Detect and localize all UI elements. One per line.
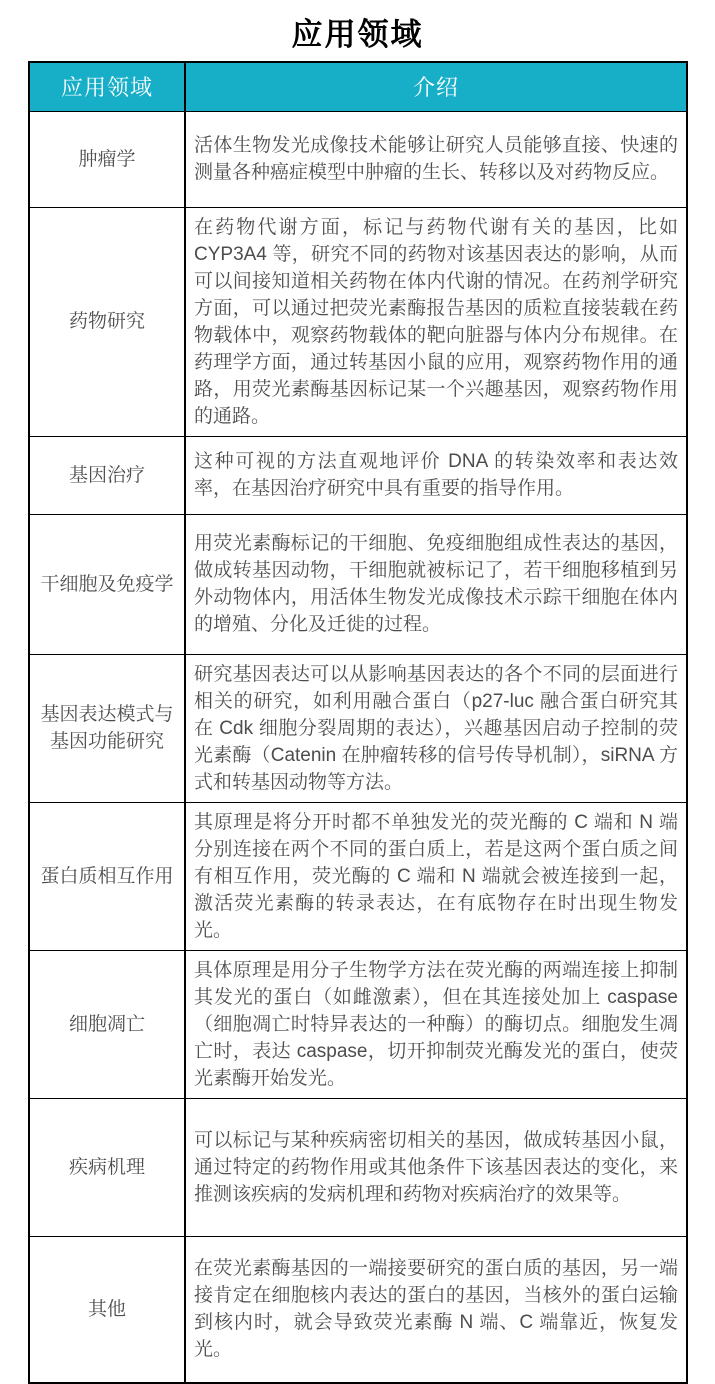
application-field-cell: 蛋白质相互作用	[29, 802, 185, 950]
table-body	[29, 111, 687, 1383]
description-cell: 用荧光素酶标记的干细胞、免疫细胞组成性表达的基因，做成转基因动物，干细胞就被标记了，若干细胞移植到另外动物体内，用活体生物发光成像技术示踪干细胞在体内的增殖、分化及迁徙的过程。	[185, 514, 687, 654]
description-cell: 其原理是将分开时都不单独发光的荧光酶的 C 端和 N 端分别连接在两个不同的蛋白质上，若是这两个蛋白质之间有相互作用，荧光酶的 C 端和 N 端就会被连接到一起，激活荧光素酶的转录表达，在有底物存在时出现生物发光。	[185, 802, 687, 950]
header-row	[29, 62, 687, 111]
table-row	[29, 207, 687, 436]
description-cell: 在荧光素酶基因的一端接要研究的蛋白质的基因，另一端接肯定在细胞核内表达的蛋白的基因，当核外的蛋白运输到核内时，就会导致荧光素酶 N 端、C 端靠近，恢复发光。	[185, 1236, 687, 1383]
table-row	[29, 111, 687, 207]
description-cell: 这种可视的方法直观地评价 DNA 的转染效率和表达效率，在基因治疗研究中具有重要的指导作用。	[185, 436, 687, 514]
description-cell: 研究基因表达可以从影响基因表达的各个不同的层面进行相关的研究，如利用融合蛋白（p27-luc 融合蛋白研究其在 Cdk 细胞分裂周期的表达），兴趣基因启动子控制的荧光素酶（Catenin 在肿瘤转移的信号传导机制），siRNA 方式和转基因动物等方法。	[185, 654, 687, 802]
application-field-cell: 基因治疗	[29, 436, 185, 514]
application-field-cell: 基因表达模式与基因功能研究	[29, 654, 185, 802]
page-title: 应用领域	[291, 17, 424, 52]
application-field-cell: 细胞凋亡	[29, 950, 185, 1098]
table-row	[29, 514, 687, 654]
application-field-cell: 肿瘤学	[29, 111, 185, 207]
description-cell: 可以标记与某种疾病密切相关的基因，做成转基因小鼠，通过特定的药物作用或其他条件下该基因表达的变化，来推测该疾病的发病机理和药物对疾病治疗的效果等。	[185, 1098, 687, 1236]
table-row	[29, 1098, 687, 1236]
application-field-cell: 干细胞及免疫学	[29, 514, 185, 654]
table-row	[29, 436, 687, 514]
description-cell: 具体原理是用分子生物学方法在荧光酶的两端连接上抑制其发光的蛋白（如雌激素），但在其连接处加上 caspase（细胞凋亡时特异表达的一种酶）的酶切点。细胞发生凋亡时，表达 caspase，切开抑制荧光酶发光的蛋白，使荧光素酶开始发光。	[185, 950, 687, 1098]
application-field-cell: 药物研究	[29, 207, 185, 436]
application-field-cell: 其他	[29, 1236, 185, 1383]
table-row	[29, 654, 687, 802]
application-field-cell: 疾病机理	[29, 1098, 185, 1236]
description-cell: 活体生物发光成像技术能够让研究人员能够直接、快速的测量各种癌症模型中肿瘤的生长、转移以及对药物反应。	[185, 111, 687, 207]
table-row	[29, 950, 687, 1098]
table-row	[29, 802, 687, 950]
table-row	[29, 1236, 687, 1383]
application-fields-table	[28, 61, 688, 1384]
header-cell-application-field: 应用领域	[29, 62, 185, 111]
header-cell-introduction: 介绍	[185, 62, 687, 111]
description-cell: 在药物代谢方面，标记与药物代谢有关的基因，比如 CYP3A4 等，研究不同的药物对该基因表达的影响，从而可以间接知道相关药物在体内代谢的情况。在药剂学研究方面，可以通过把荧光素酶报告基因的质粒直接装载在药物载体中，观察药物载体的靶向脏器与体内分布规律。在药理学方面，通过转基因小鼠的应用，观察药物作用的通路，用荧光素酶基因标记某一个兴趣基因，观察药物作用的通路。	[185, 207, 687, 436]
table-header	[29, 62, 687, 111]
